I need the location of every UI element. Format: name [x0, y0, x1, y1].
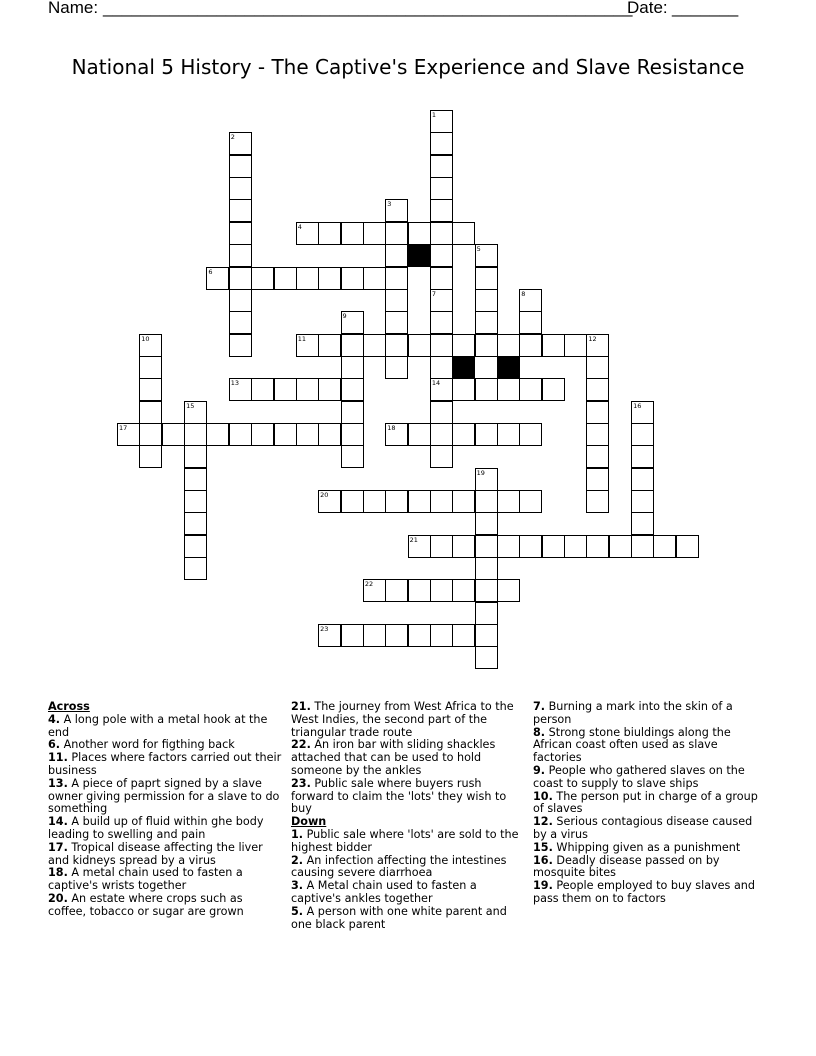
clue-text: Public sale where buyers rush forward to claim the 'lots' they wish to buy: [291, 776, 507, 816]
grid-cell[interactable]: [497, 535, 520, 558]
grid-cell[interactable]: [341, 401, 364, 424]
clue-text: The person put in charge of a group of slaves: [533, 789, 758, 816]
cell-number: 13: [230, 379, 240, 388]
grid-cell[interactable]: [385, 579, 408, 602]
grid-cell[interactable]: [341, 378, 364, 401]
grid-cell[interactable]: [430, 132, 453, 155]
grid-cell[interactable]: [430, 624, 453, 647]
grid-cell[interactable]: [631, 490, 654, 513]
clue-number: 3.: [291, 879, 304, 893]
cell-number: 14: [431, 379, 441, 388]
grid-cell[interactable]: [251, 423, 274, 446]
clue-text: An iron bar with sliding shackles attached that can be used to hold someone by the ankles: [291, 738, 496, 777]
grid-cell[interactable]: [385, 199, 408, 222]
grid-cell[interactable]: [475, 535, 498, 558]
grid-cell[interactable]: [586, 490, 609, 513]
clue-text: A metal chain used to fasten a captive's wrists together: [48, 866, 243, 893]
clue-across: [48, 893, 284, 919]
grid-cell[interactable]: [586, 535, 609, 558]
grid-cell[interactable]: [341, 222, 364, 245]
grid-cell[interactable]: [631, 535, 654, 558]
grid-cell[interactable]: [452, 490, 475, 513]
clue-across: [291, 701, 527, 739]
grid-cell[interactable]: [519, 490, 542, 513]
grid-cell[interactable]: [296, 334, 319, 357]
grid-cell[interactable]: [162, 423, 185, 446]
grid-cell[interactable]: [430, 155, 453, 178]
grid-cell[interactable]: [385, 289, 408, 312]
clue-text: Places where factors carried out their business: [48, 751, 282, 777]
grid-cell[interactable]: [341, 267, 364, 290]
grid-cell[interactable]: [430, 401, 453, 424]
grid-cell[interactable]: [475, 311, 498, 334]
clue-number: 1.: [291, 827, 304, 841]
cell-number: 2: [230, 133, 235, 142]
grid-cell[interactable]: [139, 334, 162, 357]
grid-cell[interactable]: [586, 356, 609, 379]
grid-cell[interactable]: [430, 579, 453, 602]
name-line[interactable]: ________________________________________________________: [103, 0, 633, 17]
grid-cell[interactable]: [184, 445, 207, 468]
cell-number: 23: [320, 625, 329, 634]
grid-cell[interactable]: [430, 311, 453, 334]
grid-cell[interactable]: [430, 356, 453, 379]
grid-cell[interactable]: [206, 423, 229, 446]
cell-number: 16: [633, 401, 642, 410]
black-cell: [408, 244, 431, 267]
grid-cell[interactable]: [274, 378, 297, 401]
grid-cell[interactable]: [475, 468, 498, 491]
clue-number: 2.: [291, 853, 304, 867]
clue-number: 7.: [533, 700, 546, 713]
clue-down: [533, 701, 769, 727]
grid-cell[interactable]: [475, 579, 498, 602]
grid-cell[interactable]: [363, 267, 386, 290]
grid-cell[interactable]: [318, 267, 341, 290]
grid-cell[interactable]: [408, 423, 431, 446]
grid-cell[interactable]: [653, 535, 676, 558]
clue-text: A person with one white parent and one black parent: [291, 904, 507, 931]
grid-cell[interactable]: [586, 334, 609, 357]
cell-number: 5: [476, 245, 481, 254]
grid-cell[interactable]: [385, 311, 408, 334]
grid-cell[interactable]: [274, 423, 297, 446]
grid-cell[interactable]: [564, 334, 587, 357]
clue-across: [48, 752, 284, 778]
grid-cell[interactable]: [385, 244, 408, 267]
grid-cell[interactable]: [519, 289, 542, 312]
cell-number: 11: [297, 334, 307, 343]
clue-down: [291, 906, 527, 932]
grid-cell[interactable]: [408, 535, 431, 558]
clue-text: People who gathered slaves on the coast to supply to slave ships: [533, 763, 745, 790]
grid-cell[interactable]: [542, 334, 565, 357]
clue-text: People employed to buy slaves and pass them on to factors: [533, 879, 755, 905]
clue-number: 16.: [533, 853, 553, 867]
grid-cell[interactable]: [229, 177, 252, 200]
grid-cell[interactable]: [475, 267, 498, 290]
clue-number: 14.: [48, 815, 68, 829]
grid-cell[interactable]: [475, 490, 498, 513]
grid-cell[interactable]: [341, 356, 364, 379]
clue-text: The journey from West Africa to the West Indies, the second part of the triangular trade route: [291, 700, 514, 739]
clue-text: Public sale where 'lots' are sold to the highest bidder: [291, 827, 519, 854]
grid-cell[interactable]: [363, 624, 386, 647]
grid-cell[interactable]: [519, 311, 542, 334]
grid-cell[interactable]: [363, 222, 386, 245]
clue-number: 11.: [48, 751, 68, 765]
grid-cell[interactable]: [564, 535, 587, 558]
grid-cell[interactable]: [229, 199, 252, 222]
grid-cell[interactable]: [586, 401, 609, 424]
grid-cell[interactable]: [586, 423, 609, 446]
clue-text: An estate where crops such as coffee, tobacco or sugar are grown: [48, 891, 244, 918]
grid-cell[interactable]: [229, 244, 252, 267]
grid-cell[interactable]: [318, 490, 341, 513]
grid-cell[interactable]: [229, 267, 252, 290]
grid-cell[interactable]: [497, 579, 520, 602]
grid-cell[interactable]: [676, 535, 699, 558]
grid-cell[interactable]: [631, 445, 654, 468]
clue-text: An infection affecting the intestines causing severe diarrhoea: [291, 853, 507, 880]
grid-cell[interactable]: [430, 378, 453, 401]
clue-number: 5.: [291, 904, 304, 918]
grid-cell[interactable]: [139, 356, 162, 379]
grid-cell[interactable]: [318, 222, 341, 245]
cell-number: 9: [342, 312, 347, 321]
cell-number: 18: [387, 423, 396, 432]
grid-cell[interactable]: [318, 378, 341, 401]
cell-number: 8: [521, 289, 526, 298]
clue-down: [533, 855, 769, 881]
grid-cell[interactable]: [497, 423, 520, 446]
grid-cell[interactable]: [475, 512, 498, 535]
grid-cell[interactable]: [296, 378, 319, 401]
clue-across: [291, 739, 527, 777]
clues-column-3: [533, 701, 769, 906]
grid-cell[interactable]: [430, 222, 453, 245]
date-label: Date:: [627, 0, 668, 17]
clue-down: [533, 816, 769, 842]
grid-cell[interactable]: [430, 423, 453, 446]
grid-cell[interactable]: [229, 378, 252, 401]
grid-cell[interactable]: [631, 468, 654, 491]
grid-cell[interactable]: [296, 222, 319, 245]
grid-cell[interactable]: [318, 624, 341, 647]
grid-cell[interactable]: [452, 624, 475, 647]
name-label: Name:: [48, 0, 99, 17]
clue-number: 8.: [533, 725, 546, 739]
date-line[interactable]: _______: [672, 0, 739, 17]
grid-cell[interactable]: [341, 624, 364, 647]
clue-down: [533, 880, 769, 906]
grid-cell[interactable]: [229, 334, 252, 357]
grid-cell[interactable]: [229, 311, 252, 334]
grid-cell[interactable]: [385, 624, 408, 647]
grid-cell[interactable]: [274, 267, 297, 290]
grid-cell[interactable]: [184, 512, 207, 535]
grid-cell[interactable]: [341, 334, 364, 357]
grid-cell[interactable]: [475, 557, 498, 580]
clue-across: [48, 816, 284, 842]
grid-cell[interactable]: [475, 378, 498, 401]
grid-cell[interactable]: [184, 401, 207, 424]
grid-cell[interactable]: [229, 155, 252, 178]
clue-number: 19.: [533, 879, 553, 893]
grid-cell[interactable]: [586, 445, 609, 468]
grid-cell[interactable]: [430, 244, 453, 267]
grid-cell[interactable]: [385, 222, 408, 245]
clue-text: Whipping given as a punishment: [552, 840, 741, 854]
grid-cell[interactable]: [631, 401, 654, 424]
grid-cell[interactable]: [408, 222, 431, 245]
clue-number: 17.: [48, 840, 68, 854]
clue-text: Serious contagious disease caused by a virus: [533, 815, 753, 841]
grid-cell[interactable]: [430, 267, 453, 290]
grid-cell[interactable]: [452, 535, 475, 558]
grid-cell[interactable]: [296, 267, 319, 290]
grid-cell[interactable]: [475, 602, 498, 625]
grid-cell[interactable]: [631, 423, 654, 446]
grid-cell[interactable]: [452, 378, 475, 401]
clue-text: Tropical disease affecting the liver and kidneys spread by a virus: [48, 840, 263, 867]
grid-cell[interactable]: [497, 334, 520, 357]
grid-cell[interactable]: [475, 646, 498, 669]
clue-number: 20.: [48, 891, 68, 905]
grid-cell[interactable]: [430, 289, 453, 312]
grid-cell[interactable]: [586, 468, 609, 491]
grid-cell[interactable]: [229, 289, 252, 312]
cell-number: 20: [320, 491, 329, 499]
clue-number: 23.: [291, 776, 311, 790]
grid-cell[interactable]: [341, 490, 364, 513]
grid-cell[interactable]: [475, 334, 498, 357]
grid-cell[interactable]: [385, 267, 408, 290]
grid-cell[interactable]: [139, 401, 162, 424]
clue-number: 12.: [533, 815, 553, 829]
clue-text: A long pole with a metal hook at the end: [48, 712, 268, 739]
clue-text: Deadly disease passed on by mosquite bites: [533, 853, 720, 880]
grid-cell[interactable]: [184, 557, 207, 580]
grid-cell[interactable]: [475, 244, 498, 267]
grid-cell[interactable]: [385, 490, 408, 513]
grid-cell[interactable]: [229, 423, 252, 446]
clue-down: [533, 765, 769, 791]
grid-cell[interactable]: [363, 490, 386, 513]
cell-number: 17: [119, 423, 128, 432]
page-title: National 5 History - The Captive's Experience and Slave Resistance: [71, 55, 745, 79]
grid-cell[interactable]: [519, 535, 542, 558]
grid-cell[interactable]: [475, 289, 498, 312]
grid-cell[interactable]: [117, 423, 140, 446]
clues-column-2: [291, 701, 527, 931]
clue-down: [291, 829, 527, 855]
clue-number: 15.: [533, 840, 553, 854]
cell-number: 6: [208, 267, 213, 276]
clue-number: 6.: [48, 738, 61, 752]
grid-cell[interactable]: [229, 222, 252, 245]
grid-cell[interactable]: [184, 423, 207, 446]
grid-cell[interactable]: [363, 579, 386, 602]
cell-number: 12: [588, 334, 597, 343]
grid-cell[interactable]: [385, 356, 408, 379]
grid-cell[interactable]: [452, 423, 475, 446]
grid-cell[interactable]: [363, 334, 386, 357]
grid-cell[interactable]: [206, 267, 229, 290]
clue-number: 22.: [291, 738, 311, 752]
clue-down: [533, 791, 769, 817]
clue-across: [291, 778, 527, 816]
clue-text: Strong stone biuldings along the African coast often used as slave factories: [533, 725, 731, 765]
grid-cell[interactable]: [408, 579, 431, 602]
clue-text: A Metal chain used to fasten a captive's ankles together: [291, 879, 477, 905]
clue-down: [291, 855, 527, 881]
clue-text: A build up of fluid within ghe body leading to swelling and pain: [48, 815, 264, 841]
grid-cell[interactable]: [318, 334, 341, 357]
grid-cell[interactable]: [430, 535, 453, 558]
grid-cell[interactable]: [408, 490, 431, 513]
clue-number: 4.: [48, 712, 61, 726]
grid-cell[interactable]: [184, 468, 207, 491]
grid-cell[interactable]: [586, 378, 609, 401]
grid-cell[interactable]: [318, 423, 341, 446]
grid-cell[interactable]: [542, 378, 565, 401]
cell-number: 7: [431, 289, 437, 298]
clue-number: 9.: [533, 763, 546, 777]
grid-cell[interactable]: [251, 267, 274, 290]
clue-number: 13.: [48, 776, 68, 790]
grid-cell[interactable]: [631, 512, 654, 535]
clue-down: [533, 727, 769, 765]
grid-cell[interactable]: [519, 378, 542, 401]
clue-text: A piece of paprt signed by a slave owner giving permission for a slave to do something: [48, 776, 280, 816]
cell-number: 10: [141, 334, 150, 343]
grid-cell[interactable]: [139, 423, 162, 446]
grid-cell[interactable]: [229, 132, 252, 155]
grid-cell[interactable]: [341, 311, 364, 334]
black-cell: [497, 356, 520, 379]
grid-cell[interactable]: [430, 490, 453, 513]
grid-cell[interactable]: [408, 334, 431, 357]
clue-text: Another word for figthing back: [60, 738, 235, 752]
grid-cell[interactable]: [497, 378, 520, 401]
clue-number: 10.: [533, 789, 553, 803]
cell-number: 22: [364, 580, 374, 589]
grid-cell[interactable]: [430, 334, 453, 357]
grid-cell[interactable]: [341, 423, 364, 446]
clue-across: [48, 842, 284, 868]
grid-cell[interactable]: [519, 334, 542, 357]
grid-cell[interactable]: [139, 378, 162, 401]
grid-cell[interactable]: [452, 334, 475, 357]
grid-cell[interactable]: [609, 535, 632, 558]
grid-cell[interactable]: [385, 334, 408, 357]
clue-number: 18.: [48, 866, 68, 880]
grid-cell[interactable]: [475, 624, 498, 647]
clue-across: [48, 778, 284, 816]
clues-column-1: [48, 701, 284, 919]
grid-cell[interactable]: [452, 222, 475, 245]
grid-cell[interactable]: [341, 445, 364, 468]
grid-cell[interactable]: [251, 378, 274, 401]
cell-number: 21: [409, 535, 418, 544]
cell-number: 1: [431, 111, 437, 119]
grid-cell[interactable]: [408, 624, 431, 647]
black-cell: [452, 356, 475, 379]
grid-cell[interactable]: [542, 535, 565, 558]
grid-cell[interactable]: [519, 423, 542, 446]
clue-text: Burning a mark into the skin of a person: [533, 700, 733, 726]
grid-cell[interactable]: [497, 490, 520, 513]
across-heading: Across: [48, 700, 90, 713]
clue-across: [48, 714, 284, 740]
cell-number: 4: [297, 222, 302, 231]
grid-cell[interactable]: [430, 445, 453, 468]
grid-cell[interactable]: [430, 110, 453, 133]
grid-cell[interactable]: [430, 177, 453, 200]
grid-cell[interactable]: [184, 490, 207, 513]
cell-number: 19: [476, 468, 485, 477]
grid-cell[interactable]: [385, 423, 408, 446]
grid-cell[interactable]: [430, 199, 453, 222]
grid-cell[interactable]: [184, 535, 207, 558]
clue-number: 21.: [291, 700, 311, 713]
clue-across: [48, 867, 284, 893]
clue-down: [291, 880, 527, 906]
cell-number: 15: [186, 401, 195, 410]
down-heading: Down: [291, 815, 327, 829]
grid-cell[interactable]: [139, 445, 162, 468]
grid-cell[interactable]: [296, 423, 319, 446]
grid-cell[interactable]: [452, 579, 475, 602]
cell-number: 3: [387, 200, 392, 209]
grid-cell[interactable]: [475, 423, 498, 446]
